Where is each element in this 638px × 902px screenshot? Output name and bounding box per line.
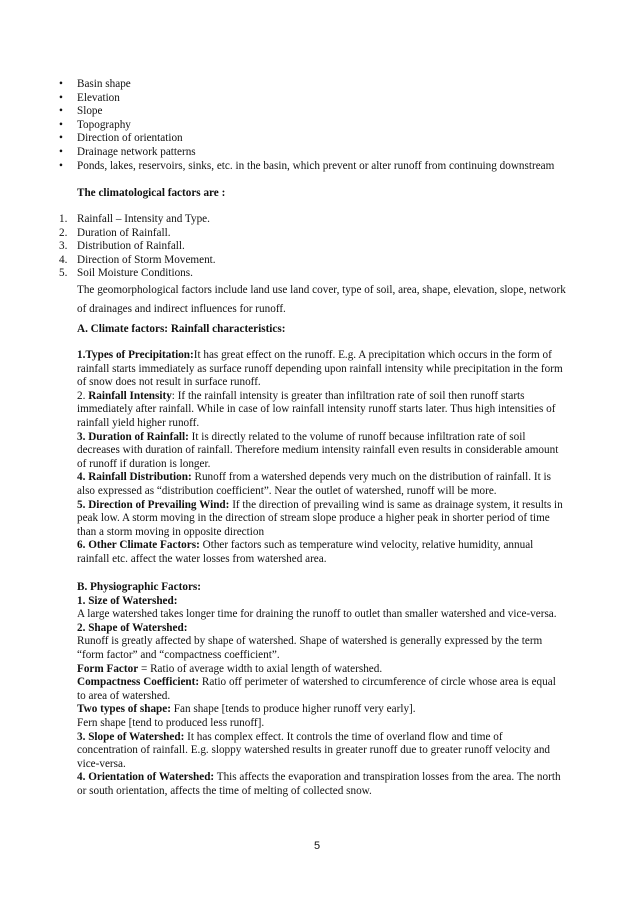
bullet-icon: • <box>59 78 63 90</box>
list-item: • Elevation <box>59 91 120 104</box>
physiographic-section <box>77 581 565 799</box>
climate-factors-heading: A. Climate factors: Rainfall characteristics: <box>77 323 286 335</box>
paragraph: 6. Other Climate Factors: Other factors such as temperature wind velocity, relative humidity, annual rainfall etc. affect the water losses from watershed area. <box>77 539 534 565</box>
climatological-heading: The climatological factors are : <box>77 187 226 199</box>
bullet-icon: • <box>59 118 63 131</box>
list-item: • Slope <box>59 105 103 118</box>
list-item: • Drainage network patterns <box>59 145 196 158</box>
paragraph: 2. Rainfall Intensity: If the rainfall intensity is greater than infiltration rate of soil then runoff starts immediately after rainfall. While in case of low rainfall intensity runoff starts later. Thus high intensities of rainfall yield higher runoff. <box>77 389 556 429</box>
climate-factors-section <box>77 349 565 567</box>
paragraph: Runoff is greatly affected by shape of watershed. Shape of watershed is generally expressed by the term “form factor” and “compactness coefficient”. <box>77 635 543 661</box>
paragraph: 1.Types of Precipitation:It has great effect on the runoff. E.g. A precipitation which occurs in the form of rainfall starts immediately as surface runoff depending upon rainfall intensity while precipitation in the form of snow does not result in surface runoff. <box>77 349 563 389</box>
paragraph: 3. Slope of Watershed: It has complex effect. It controls the time of overland flow and time of concentration of rainfall. E.g. sloppy watershed results in greater runoff due to greater runoff velocity and vice-versa. <box>77 730 551 770</box>
bullet-icon: • <box>59 105 63 118</box>
paragraph: Two types of shape: Fan shape [tends to produce higher runoff very early]. <box>77 703 416 716</box>
bullet-icon: • <box>59 145 63 158</box>
paragraph: Compactness Coefficient: Ratio off perimeter of watershed to circumference of circle whose area is equal to area of watershed. <box>77 676 556 702</box>
paragraph: 3. Duration of Rainfall: It is directly related to the volume of runoff because infiltration rate of soil decreases with duration of rainfall. Therefore medium intensity rainfall even results in considerable amount of runoff if duration is longer. <box>77 430 559 470</box>
paragraph: Fern shape [tend to produced less runoff]. <box>77 716 265 729</box>
climatological-numbered-list <box>59 213 579 281</box>
list-item: • Topography <box>59 118 131 131</box>
paragraph: 4. Rainfall Distribution: Runoff from a watershed depends very much on the distribution of rainfall. It is also expressed as “distribution coefficient”. Near the outlet of watershed, runoff will be more. <box>77 471 551 497</box>
list-item: 4. Direction of Storm Movement. <box>59 253 216 266</box>
geomorphological-paragraph: The geomorphological factors include land use land cover, type of soil, area, shape, elevation, slope, network of drainages and indirect influences for runoff. <box>77 284 566 315</box>
factor-bullet-list <box>59 78 579 173</box>
bullet-icon: • <box>59 91 63 104</box>
bullet-icon: • <box>59 159 63 172</box>
list-item: • Direction of orientation <box>59 132 183 145</box>
paragraph: A large watershed takes longer time for draining the runoff to outlet than smaller watershed and vice-versa. <box>77 608 557 621</box>
list-item: 3. Distribution of Rainfall. <box>59 240 185 253</box>
list-item: 5. Soil Moisture Conditions. <box>59 267 193 280</box>
bullet-icon: • <box>59 132 63 145</box>
subheading: 1. Size of Watershed: <box>77 594 178 607</box>
list-item: 2. Duration of Rainfall. <box>59 226 171 239</box>
physiographic-heading: B. Physiographic Factors: <box>77 581 201 593</box>
list-item: • Ponds, lakes, reservoirs, sinks, etc. in the basin, which prevent or alter runoff from continuing downstream <box>59 159 555 172</box>
paragraph: 5. Direction of Prevailing Wind: If the direction of prevailing wind is same as drainage system, it results in peak low. A storm moving in the direction of stream slope produce a higher peak in shorter period of time than a storm moving in opposite direction <box>77 498 563 538</box>
paragraph: 4. Orientation of Watershed: This affects the evaporation and transpiration losses from the area. The north or south orientation, affects the time of melting of collected snow. <box>77 771 561 797</box>
paragraph: Form Factor = Ratio of average width to axial length of watershed. <box>77 662 383 675</box>
subheading: 2. Shape of Watershed: <box>77 621 188 634</box>
list-item: 1. Rainfall – Intensity and Type. <box>59 213 210 225</box>
page-number: 5 <box>314 840 321 852</box>
list-item: • Basin shape <box>59 78 131 90</box>
